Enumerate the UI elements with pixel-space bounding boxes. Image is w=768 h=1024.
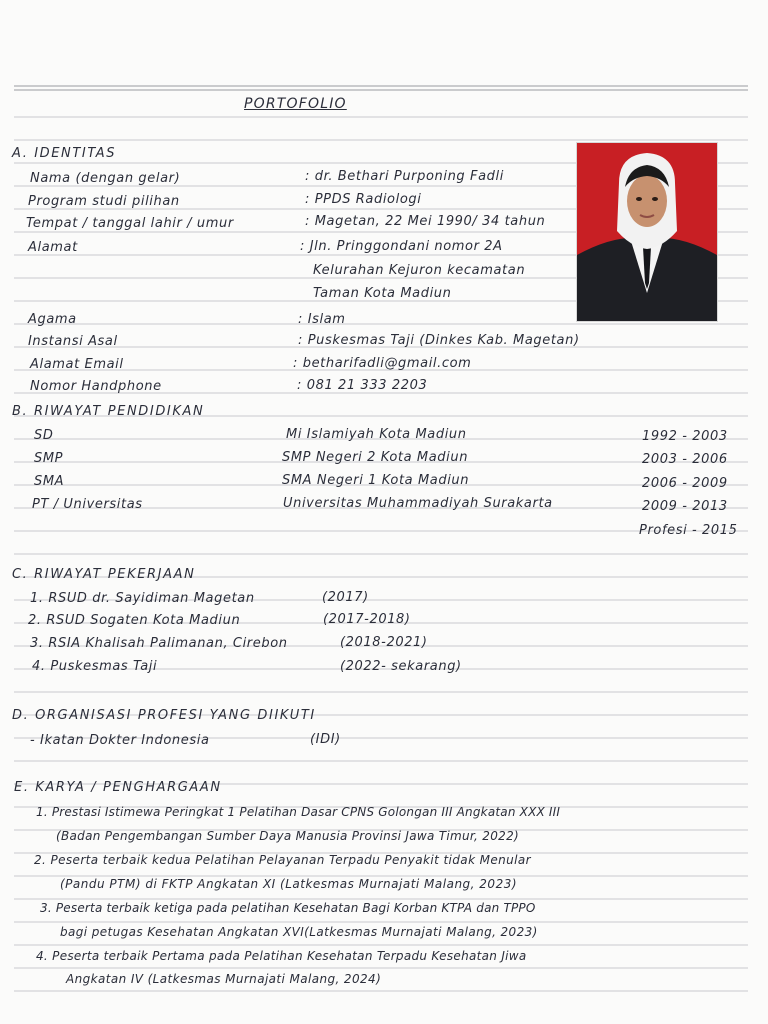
identitas-label-nama: Nama (dengan gelar): [30, 171, 181, 186]
profile-photo: [577, 143, 717, 321]
karya-line-4: (Pandu PTM) di FKTP Angkatan XI (Latkesmas Murnajati Malang, 2023): [60, 877, 518, 891]
pendidikan-school-sd: Mi Islamiyah Kota Madiun: [286, 427, 467, 442]
page-title: PORTOFOLIO: [244, 96, 347, 112]
karya-line-2: (Badan Pengembangan Sumber Daya Manusia Provinsi Jawa Timur, 2022): [56, 829, 520, 843]
pekerjaan-place-3: 3. RSIA Khalisah Palimanan, Cirebon: [30, 636, 288, 651]
pendidikan-school-smp: SMP Negeri 2 Kota Madiun: [282, 450, 469, 465]
identitas-label-ttl: Tempat / tanggal lahir / umur: [26, 216, 234, 231]
pekerjaan-place-1: 1. RSUD dr. Sayidiman Magetan: [30, 591, 255, 606]
pekerjaan-place-4: 4. Puskesmas Taji: [32, 659, 158, 674]
karya-line-5: 3. Peserta terbaik ketiga pada pelatihan Kesehatan Bagi Korban KTPA dan TPPO: [40, 901, 536, 915]
identitas-value-prodi: : PPDS Radiologi: [305, 192, 422, 207]
section-pendidikan-heading: B. RIWAYAT PENDIDIKAN: [12, 404, 205, 419]
pendidikan-years-sma: 2006 - 2009: [642, 476, 728, 491]
karya-line-1: 1. Prestasi Istimewa Peringkat 1 Pelatihan Dasar CPNS Golongan III Angkatan XXX III: [36, 805, 561, 819]
organisasi-abbr: (IDI): [310, 732, 341, 747]
organisasi-item: - Ikatan Dokter Indonesia: [30, 733, 210, 748]
pendidikan-years-pt: 2009 - 2013: [642, 499, 728, 514]
identitas-value-nama: : dr. Bethari Purponing Fadli: [305, 169, 504, 184]
identitas-value-instansi: : Puskesmas Taji (Dinkes Kab. Magetan): [298, 333, 580, 348]
pendidikan-school-pt: Universitas Muhammadiyah Surakarta: [283, 496, 553, 511]
pendidikan-years-profesi: Profesi - 2015: [639, 523, 738, 538]
pekerjaan-years-4: (2022- sekarang): [340, 659, 462, 674]
identitas-label-hp: Nomor Handphone: [30, 379, 162, 394]
karya-line-8: Angkatan IV (Latkesmas Murnajati Malang, 2024): [66, 972, 382, 986]
karya-line-6: bagi petugas Kesehatan Angkatan XVI(Latkesmas Murnajati Malang, 2023): [60, 925, 538, 939]
pendidikan-school-sma: SMA Negeri 1 Kota Madiun: [282, 473, 470, 488]
section-pekerjaan-heading: C. RIWAYAT PEKERJAAN: [12, 567, 196, 582]
identitas-label-email: Alamat Email: [30, 357, 124, 372]
identitas-value-alamat-1: : Jln. Pringgondani nomor 2A: [300, 239, 503, 254]
identitas-value-email: : betharifadli@gmail.com: [293, 356, 472, 371]
identitas-value-alamat-2: Kelurahan Kejuron kecamatan: [313, 263, 526, 278]
pekerjaan-place-2: 2. RSUD Sogaten Kota Madiun: [28, 613, 241, 628]
pendidikan-level-sd: SD: [34, 428, 54, 443]
identitas-label-prodi: Program studi pilihan: [28, 194, 180, 209]
pendidikan-level-sma: SMA: [34, 474, 65, 489]
pendidikan-level-pt: PT / Universitas: [32, 497, 143, 512]
identitas-value-alamat-3: Taman Kota Madiun: [313, 286, 452, 301]
section-karya-heading: E. KARYA / PENGHARGAAN: [14, 780, 222, 795]
pekerjaan-years-1: (2017): [322, 590, 369, 605]
identitas-value-hp: : 081 21 333 2203: [297, 378, 428, 393]
karya-line-3: 2. Peserta terbaik kedua Pelatihan Pelayanan Terpadu Penyakit tidak Menular: [34, 853, 531, 867]
pendidikan-years-smp: 2003 - 2006: [642, 452, 728, 467]
identitas-label-instansi: Instansi Asal: [28, 334, 118, 349]
section-organisasi-heading: D. ORGANISASI PROFESI YANG DIIKUTI: [12, 708, 316, 723]
pekerjaan-years-3: (2018-2021): [340, 635, 428, 650]
pekerjaan-years-2: (2017-2018): [323, 612, 411, 627]
pendidikan-level-smp: SMP: [34, 451, 64, 466]
section-identitas-heading: A. IDENTITAS: [12, 146, 117, 161]
pendidikan-years-sd: 1992 - 2003: [642, 429, 728, 444]
identitas-value-agama: : Islam: [298, 312, 346, 327]
identitas-label-alamat: Alamat: [28, 240, 78, 255]
karya-line-7: 4. Peserta terbaik Pertama pada Pelatihan Kesehatan Terpadu Kesehatan Jiwa: [36, 949, 527, 963]
identitas-value-ttl: : Magetan, 22 Mei 1990/ 34 tahun: [305, 214, 546, 229]
identitas-label-agama: Agama: [28, 312, 77, 327]
